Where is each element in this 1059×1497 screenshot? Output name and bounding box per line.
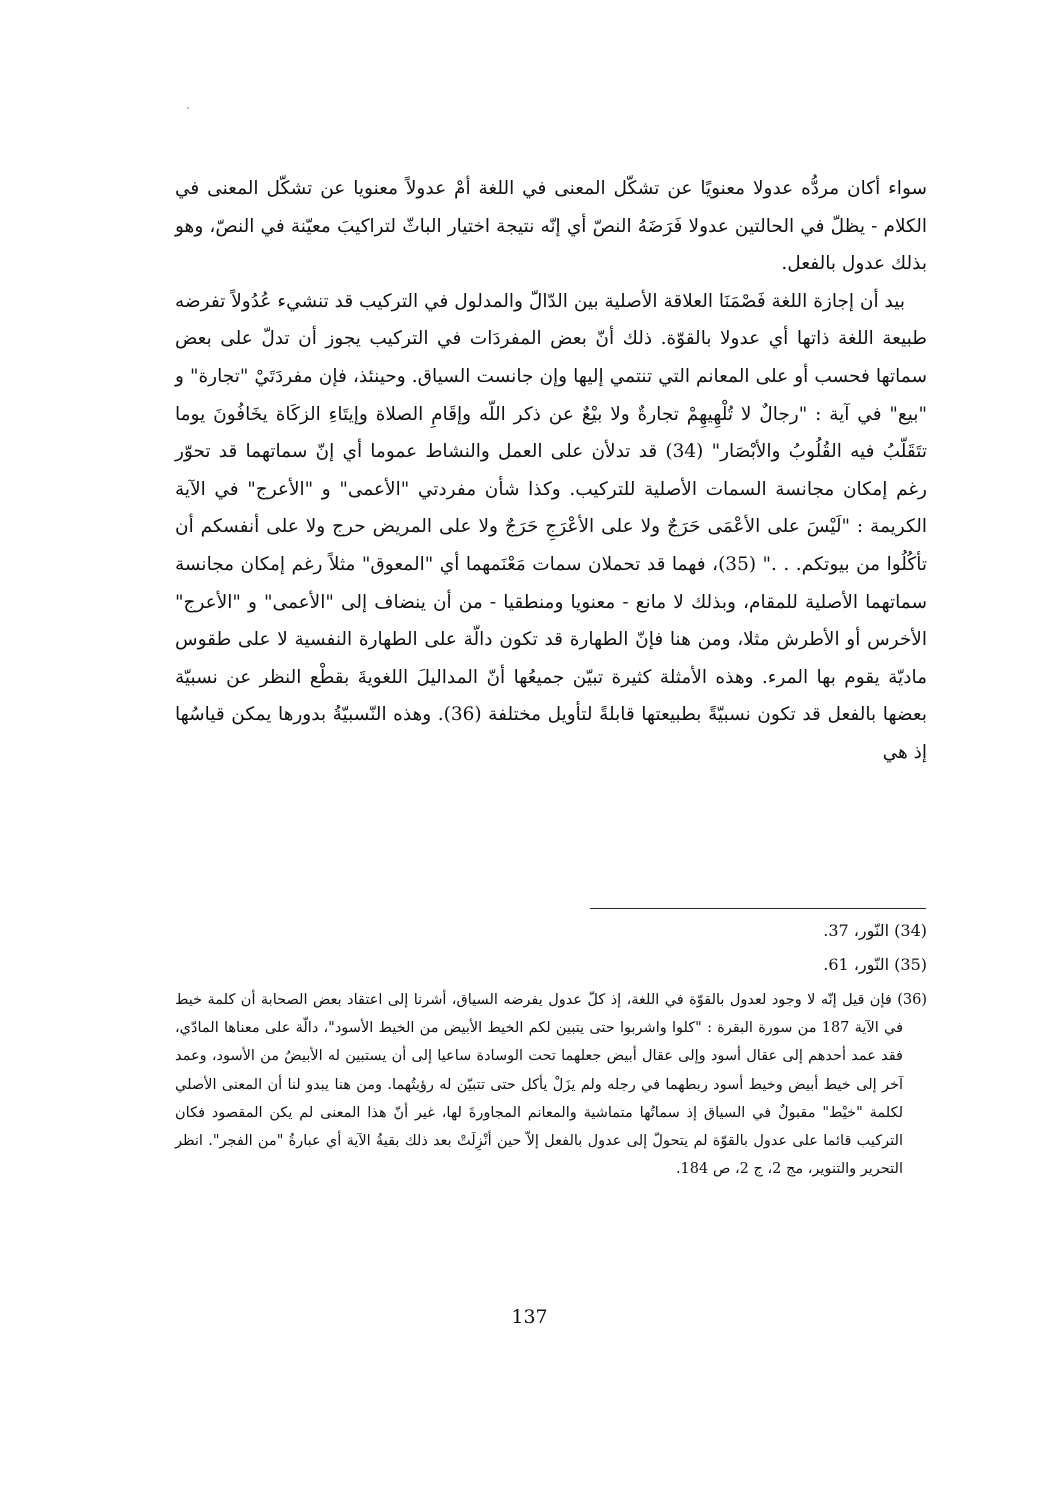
- footnote-34: (34) النّور، 37.: [823, 921, 927, 940]
- footnote-36: (36) فإن قيل إنّه لا وجود لعدول بالقوّة في اللغة، إذ كلّ عدول يفرضه السياق، أشرنا إلى اعتقاد بعض الصحابة أن كلمة خيط في الآية 187 من سورة البقرة : "كلوا واشربوا حتى يتبين لكم الخيط الأبيض من الخيط الأسود"، دالّة على معناها المادّي، فقد عمد أحدهم إلى عقال أسود وإلى عقال أبيض جعلهما تحت الوسادة ساعيا إلى أن يستبين له الأبيضُ من الأسود، وعمد آخر إلى خيط أبيض وخيط أسود ربطهما في رجله ولم يزَلْ يأكل حتى تتبيّن له رؤيتُهما. ومن هنا يبدو لنا أن المعنى الأصلي لكلمة "خيْط" مقبولٌ في السياق إذ سماتُها متماشية والمعانم المجاورةَ لها، غير أنّ هذا المعنى لم يكن المقصود فكان التركيب قائما على عدول بالقوّة لم يتحولّ إلى عدول بالفعل إلاّ حين أنْزِلَتْ بعد ذلك بقيةُ الآية أي عبارةُ "من الفجر". انظر التحرير والتنوير، مج 2، ج 2، ص 184.: [175, 992, 927, 1178]
- paragraph-2: بيد أن إجازة اللغة فَصْمَنَا العلاقة الأصلية بين الدّالّ والمدلول في التركيب قد تنشيء عُدُولاً تفرضه طبيعة اللغة ذاتها أي عدولا بالقوّة. ذلك أنّ بعض المفردَات في التركيب يجوز أن تدلّ على بعض سماتها فحسب أو على المعانم التي تنتمي إليها وإن جانست السياق. وحينئذ، فإن مفردَتَيْ "تجارة" و "بيع" في آية : "رجالٌ لا تُلْهِيهِمْ تجارةٌ ولا بيْعٌ عن ذكر اللّه وإقَامِ الصلاة وإيتَاءِ الزكَاة يخَافُونَ يوما تتَقَلّبُ فيه القُلُوبُ والأبْصَار" (34) قد تدلأن على العمل والنشاط عموما أي إنّ سماتهما قد تحوّر رغم إمكان مجانسة السمات الأصلية للتركيب. وكذا شأن مفردتي "الأعمى" و "الأعرج" في الآية الكريمة : "لَيْسَ على الأعْمَى حَرَجٌ ولا على الأعْرَجِ حَرَجٌ ولا على المريض حرج ولا على أنفسكم أن تأكُلُوا من بيوتكم. . ." (35)، فهما قد تحملان سمات مَعْنَمهما أي "المعوق" مثلاً رغم إمكان مجانسة سماتهما الأصلية للمقام، وبذلك لا مانع - معنويا ومنطقيا - من أن ينضاف إلى "الأعمى" و "الأعرج" الأخرس أو الأطرش مثلا، ومن هنا فإنّ الطهارة قد تكون دالّة على الطهارة النفسية لا على طقوس ماديّة يقوم بها المرء. وهذه الأمثلة كثيرة تبيّن جميعُها أنّ المداليلَ اللغويةَ بقطْع النظر عن نسبيّة بعضها بالفعل قد تكون نسبيّةً بطبيعتها قابلةً لتأويل مختلفة (36). وهذه النّسبيّةُ بدورها يمكن قياسُها إذ هي: [175, 290, 928, 763]
- page-number: 137: [511, 1306, 548, 1328]
- main-text: [175, 170, 927, 772]
- footnote-separator: [590, 908, 926, 909]
- scan-mark: [187, 107, 189, 109]
- footnotes: [175, 918, 927, 1183]
- paragraph-1: سواء أكان مردُّه عدولا معنويًا عن تشكّل المعنى في اللغة أمْ عدولاً معنويا عن تشكّل المعنى في الكلام - يظلّ في الحالتين عدولا فَرَضَهُ النصّ أي إنّه نتيجة اختيار الباثّ لتراكيبَ معيّنة في النصّ، وهو بذلك عدول بالفعل.: [175, 178, 927, 275]
- footnote-35: (35) النّور، 61.: [823, 955, 927, 974]
